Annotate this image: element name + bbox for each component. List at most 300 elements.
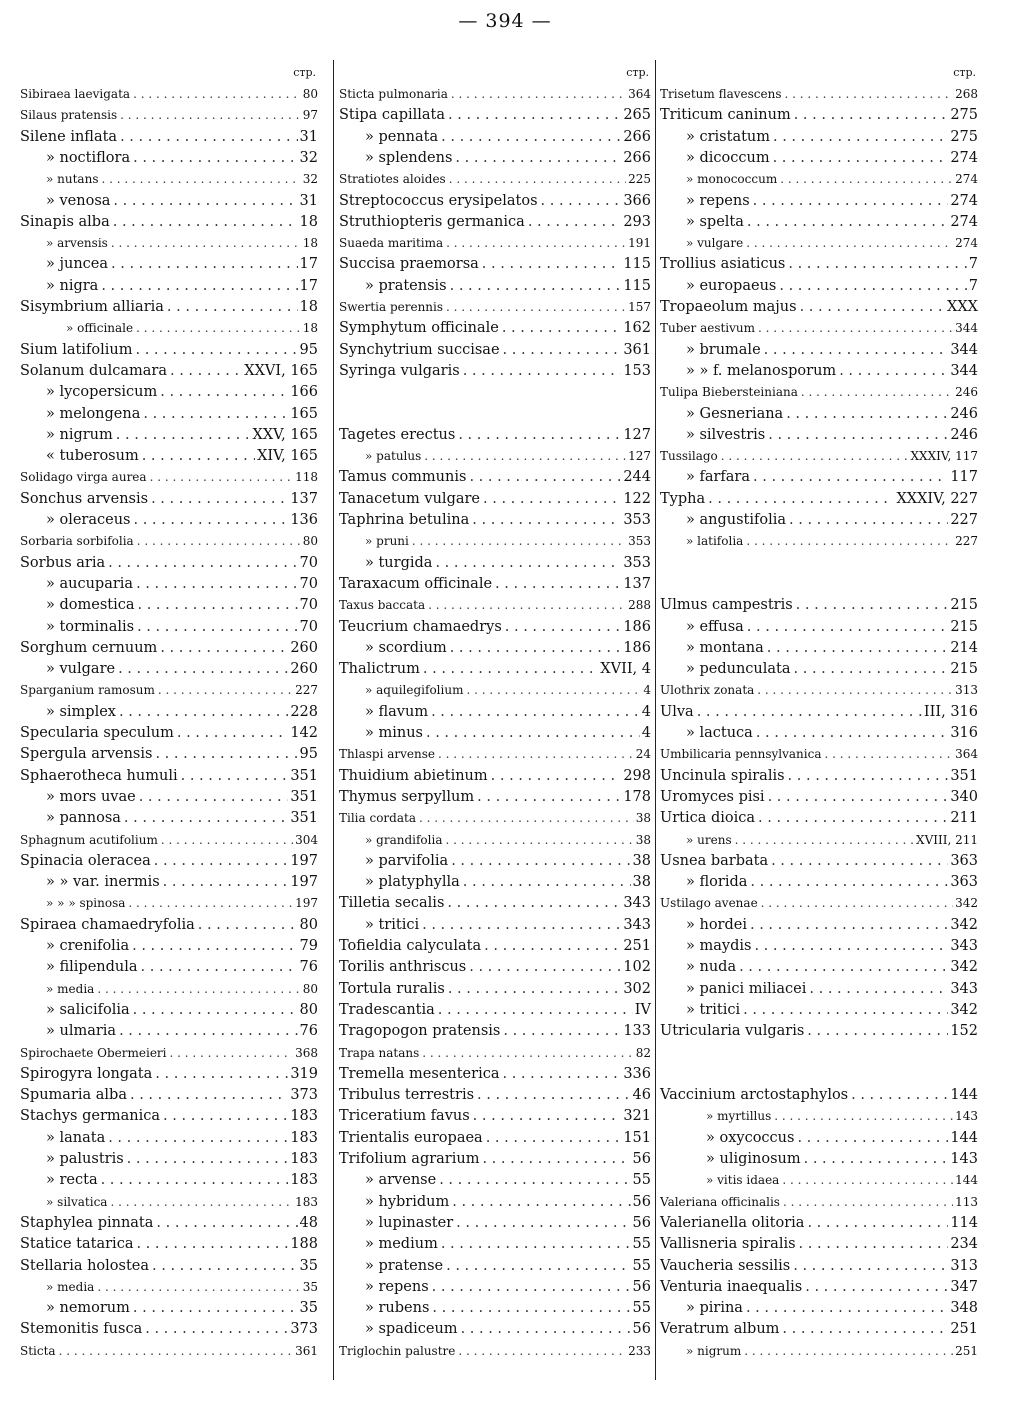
dot-leader (127, 1085, 288, 1105)
entry-name: » dicoccum (686, 149, 770, 166)
index-entry (20, 1192, 318, 1212)
entry-page: 143 (955, 1109, 978, 1124)
index-entry (339, 84, 651, 104)
entry-page: 24 (635, 747, 651, 762)
index-entry (20, 851, 318, 871)
index-entry (660, 1000, 978, 1020)
index-entry (20, 787, 318, 807)
index-entry (339, 297, 651, 317)
index-entry (339, 531, 651, 551)
dot-leader (755, 318, 953, 338)
index-entry (660, 1085, 978, 1105)
entry-page: 321 (623, 1108, 651, 1125)
index-entry (20, 1341, 318, 1361)
entry-page: 18 (299, 213, 318, 230)
index-entry (660, 510, 978, 530)
entry-page: 38 (635, 832, 651, 847)
index-entry (339, 1170, 651, 1190)
entry-page: 373 (290, 1087, 318, 1104)
index-entry (20, 531, 318, 551)
index-entry (339, 851, 651, 871)
entry-name: » pratense (365, 1257, 444, 1274)
dot-leader (801, 1149, 949, 1169)
entry-name: » pruni (365, 534, 409, 549)
dot-leader (751, 936, 948, 956)
index-entry (20, 957, 318, 977)
entry-page: XXXIV, 227 (896, 490, 978, 507)
entry-name: » noctiflora (46, 149, 131, 166)
entry-page: 313 (955, 683, 978, 698)
dot-leader (107, 1192, 293, 1212)
entry-page: 260 (290, 639, 318, 656)
dot-leader (705, 489, 894, 509)
entry-name: » panici miliacei (686, 980, 807, 997)
dot-leader (445, 979, 621, 999)
index-entry (660, 957, 978, 977)
index-entry (660, 191, 978, 211)
dot-leader (147, 467, 294, 487)
index-entry (660, 1021, 978, 1041)
dot-leader (442, 830, 633, 850)
dot-leader (500, 340, 622, 360)
index-entry (20, 169, 318, 189)
entry-name: » pennata (365, 128, 439, 145)
dot-leader (432, 553, 621, 573)
dot-leader (155, 680, 293, 700)
dot-leader (794, 1128, 948, 1148)
entry-name: » cristatum (686, 128, 770, 145)
entry-name: Ustilago avenae (660, 896, 758, 911)
entry-name: Utricularia vulgaris (660, 1023, 805, 1040)
entry-page: 183 (295, 1194, 318, 1209)
index-entry (339, 467, 651, 487)
entry-name: Trisetum flavescens (660, 87, 782, 101)
entry-name: » lactuca (686, 725, 753, 741)
entry-name: Sticta (20, 1343, 56, 1358)
entry-name: Sorbaria sorbifolia (20, 534, 134, 549)
entry-name: » » f. melanosporum (686, 362, 837, 379)
entry-name: » maydis (686, 938, 752, 954)
index-entry (339, 425, 651, 445)
entry-page: 351 (290, 810, 318, 827)
entry-page: 144 (955, 1173, 978, 1188)
dot-leader (779, 1319, 948, 1339)
entry-name: Staphylea pinnata (20, 1214, 154, 1231)
entry-name: » spadiceum (365, 1321, 458, 1338)
entry-page: 55 (632, 1300, 651, 1317)
entry-page: 113 (955, 1194, 978, 1209)
entry-name: Spirogyra longata (20, 1065, 153, 1082)
index-entry (660, 425, 978, 445)
entry-page: 70 (299, 575, 318, 592)
index-entry (660, 617, 978, 637)
entry-name: Tuber aestivum (660, 321, 756, 336)
index-entry (339, 340, 651, 360)
dot-leader (469, 510, 621, 530)
dot-leader (151, 851, 289, 871)
entry-page: 343 (623, 895, 651, 912)
entry-name: Umbilicaria pennsylvanica (660, 747, 822, 762)
entry-page: 35 (299, 1300, 318, 1317)
entry-page: 142 (290, 725, 318, 741)
entry-page: 17 (299, 256, 318, 273)
entry-page: 298 (623, 767, 651, 784)
dot-leader (499, 318, 621, 338)
dot-leader (130, 1298, 298, 1318)
dot-leader (121, 808, 288, 828)
entry-name: Sibiraea laevigata (20, 87, 131, 101)
entry-page: 342 (950, 916, 978, 933)
entry-page: 274 (950, 149, 978, 166)
entry-page: 215 (950, 661, 978, 678)
page-column-header: стр. (953, 66, 976, 79)
index-entry (660, 446, 978, 466)
entry-name: Suaeda maritima (339, 236, 444, 251)
index-entry (339, 191, 651, 211)
entry-name: Tussilago (660, 449, 718, 464)
dot-leader (148, 489, 288, 509)
column-divider (655, 60, 656, 1380)
dot-leader (480, 489, 621, 509)
index-entry (20, 191, 318, 211)
dot-leader (443, 1256, 630, 1276)
index-entry (339, 1064, 651, 1084)
entry-page: 353 (628, 534, 651, 549)
entry-name: Silaus pratensis (20, 108, 118, 123)
dot-leader (474, 1085, 631, 1105)
index-entry (660, 638, 978, 658)
entry-page: 227 (295, 683, 318, 698)
index-entry (339, 233, 651, 253)
dot-leader (458, 1319, 631, 1339)
entry-page: 275 (950, 128, 978, 145)
entry-page: 227 (950, 512, 978, 528)
dot-leader (740, 1000, 948, 1020)
entry-page: 38 (632, 874, 651, 891)
index-entry (660, 169, 978, 189)
index-entry (20, 553, 318, 573)
index-entry (339, 1149, 651, 1169)
entry-name: » juncea (46, 256, 109, 273)
dot-leader (770, 127, 948, 147)
dot-leader (448, 84, 626, 104)
index-entry (660, 680, 978, 700)
dot-leader (452, 148, 621, 168)
index-entry (339, 1319, 651, 1339)
index-entry (339, 936, 651, 956)
entry-page: XXV, 165 (252, 426, 318, 443)
dot-leader (138, 957, 298, 977)
dot-leader (446, 169, 626, 189)
entry-name: » oleraceus (46, 512, 131, 528)
entry-name: » arvense (365, 1172, 437, 1189)
entry-name: Typha (660, 490, 706, 507)
entry-page: 55 (632, 1257, 651, 1274)
entry-name: Urtica dioica (660, 810, 756, 827)
index-entry (339, 1106, 651, 1126)
entry-name: Ulothrix zonata (660, 683, 755, 698)
entry-name: » nigrum (686, 1343, 742, 1358)
entry-name: Veratrum album (660, 1321, 780, 1338)
dot-leader (449, 1192, 630, 1212)
dot-leader (796, 1234, 949, 1254)
entry-name: Trollius asiaticus (660, 256, 786, 273)
entry-page: 127 (628, 449, 651, 464)
dot-leader (153, 1213, 297, 1233)
dot-leader (754, 680, 953, 700)
entry-page: 197 (290, 852, 318, 869)
entry-name: » nigra (46, 277, 99, 294)
entry-page: 342 (950, 1001, 978, 1018)
entry-page: 18 (302, 321, 318, 336)
entry-name: Tagetes erectus (339, 426, 456, 443)
entry-name: » » var. inermis (46, 874, 160, 891)
dot-leader (158, 830, 293, 850)
entry-name: Statice tatarica (20, 1236, 134, 1253)
index-entry (20, 148, 318, 168)
index-entry (660, 1277, 978, 1297)
dot-leader (777, 169, 953, 189)
index-entry (20, 404, 318, 424)
dot-leader (167, 361, 242, 381)
dot-leader (848, 1085, 948, 1105)
entry-name: Uromyces pisi (660, 788, 765, 805)
index-entry (339, 1043, 651, 1063)
entry-name: » palustris (46, 1151, 124, 1167)
entry-name: Valerianella olitoria (660, 1214, 805, 1231)
dot-leader (492, 574, 621, 594)
entry-page: 366 (623, 192, 651, 209)
index-entry (20, 318, 318, 338)
entry-page: 38 (632, 852, 651, 869)
dot-leader (164, 297, 298, 317)
dot-leader (466, 957, 621, 977)
index-entry (339, 127, 651, 147)
dot-leader (460, 872, 631, 892)
index-entry (660, 1128, 978, 1148)
entry-name: » flavum (365, 703, 429, 720)
entry-page: 95 (299, 746, 318, 763)
entry-name: » hybridum (365, 1193, 450, 1210)
entry-name: Tradescantia (339, 1001, 435, 1018)
entry-page: 31 (299, 192, 318, 209)
entry-page: 95 (299, 341, 318, 358)
entry-page: XXVI, 165 (244, 362, 318, 379)
dot-leader (134, 617, 297, 637)
entry-name: » oxycoccus (706, 1129, 795, 1146)
index-entry (20, 233, 318, 253)
entry-page: 215 (950, 597, 978, 614)
entry-page: 304 (295, 832, 318, 847)
entry-name: Vaccinium arctostaphylos (660, 1087, 849, 1104)
index-entry (20, 1213, 318, 1233)
dot-leader (174, 723, 288, 743)
dot-leader (429, 1298, 630, 1318)
dot-leader (105, 553, 297, 573)
index-entry (339, 1021, 651, 1041)
dot-leader (488, 766, 622, 786)
entry-page: 251 (950, 1321, 978, 1338)
dot-leader (785, 254, 966, 274)
entry-name: » pannosa (46, 810, 121, 827)
index-entry (660, 105, 978, 125)
entry-name: Taraxacum officinale (339, 575, 493, 592)
entry-page: 268 (955, 87, 978, 101)
entry-page: XXXIV, 117 (910, 449, 978, 464)
dot-leader (804, 1021, 948, 1041)
entry-page: 183 (290, 1151, 318, 1167)
index-entry (660, 382, 978, 402)
index-entry (339, 830, 651, 850)
entry-name: Sphagnum acutifolium (20, 832, 158, 847)
dot-leader (791, 659, 949, 679)
index-entry (660, 766, 978, 786)
dot-leader (167, 1043, 294, 1063)
entry-name: Synchytrium succisae (339, 341, 500, 358)
entry-page: 76 (299, 959, 318, 976)
entry-name: » salicifolia (46, 1001, 130, 1018)
entry-name: Trapa natans (339, 1045, 420, 1060)
dot-leader (130, 84, 301, 104)
entry-page: 7 (968, 256, 978, 273)
entry-name: » nemorum (46, 1300, 130, 1317)
dot-leader (500, 1021, 621, 1041)
index-entry (339, 1341, 651, 1361)
dot-leader (131, 510, 289, 530)
entry-name: Valeriana officinalis (660, 1194, 780, 1209)
index-entry (660, 702, 978, 722)
index-entry (20, 1064, 318, 1084)
entry-page: 153 (623, 362, 651, 379)
entry-name: » arvensis (46, 236, 108, 251)
entry-name: Tilletia secalis (339, 895, 445, 912)
index-entry (660, 1149, 978, 1169)
entry-name: Stipa capillata (339, 107, 446, 124)
dot-leader (419, 915, 621, 935)
index-entry (660, 489, 978, 509)
entry-page: XVII, 4 (600, 661, 651, 678)
entry-page: 56 (632, 1193, 651, 1210)
entry-page: 151 (623, 1129, 651, 1146)
dot-leader (770, 148, 949, 168)
dot-leader (139, 446, 255, 466)
entry-page: 183 (290, 1108, 318, 1125)
entry-name: » grandifolia (365, 832, 443, 847)
index-entry (20, 254, 318, 274)
entry-name: Sium latifolium (20, 341, 133, 358)
entry-name: Uncinula spiralis (660, 767, 785, 784)
index-entry (339, 489, 651, 509)
entry-name: Tragopogon pratensis (339, 1023, 501, 1040)
dot-leader (447, 638, 622, 658)
dot-leader (783, 404, 948, 424)
index-entry (339, 510, 651, 530)
entry-page: 18 (302, 236, 318, 251)
index-entry (20, 276, 318, 296)
dot-leader (134, 531, 301, 551)
index-entry (20, 1170, 318, 1190)
dot-leader (791, 105, 949, 125)
entry-name: Teucrium chamaedrys (339, 618, 502, 635)
entry-name: » crenifolia (46, 938, 130, 954)
index-entry (20, 84, 318, 104)
dot-leader (743, 1298, 948, 1318)
index-entry (339, 254, 651, 274)
dot-leader (804, 1213, 948, 1233)
index-entry (660, 830, 978, 850)
entry-page: 166 (290, 384, 318, 401)
entry-name: » urens (686, 832, 732, 847)
index-entry (20, 1128, 318, 1148)
index-entry (20, 744, 318, 764)
entry-page: 4 (643, 683, 651, 698)
index-entry (339, 276, 651, 296)
entry-name: Stemonitis fusca (20, 1321, 143, 1338)
entry-page: 80 (299, 916, 318, 933)
index-entry (339, 1277, 651, 1297)
entry-page: 363 (950, 874, 978, 891)
entry-page: 313 (950, 1257, 978, 1274)
index-entry (20, 467, 318, 487)
index-entry (20, 1021, 318, 1041)
dot-leader (448, 851, 630, 871)
dot-leader (460, 361, 622, 381)
entry-name: » latifolia (686, 534, 744, 549)
dot-leader (453, 1213, 630, 1233)
entry-name: » aucuparia (46, 575, 134, 592)
index-entry (660, 318, 978, 338)
index-entry (20, 936, 318, 956)
index-entry (660, 1213, 978, 1233)
dot-leader (806, 979, 948, 999)
entry-name: Tribulus terrestris (339, 1087, 475, 1104)
dot-leader (115, 659, 288, 679)
entry-name: » minus (365, 725, 423, 741)
entry-page: 228 (290, 703, 318, 720)
dot-leader (157, 382, 288, 402)
dot-leader (125, 893, 293, 913)
index-entry (20, 510, 318, 530)
dot-leader (129, 936, 297, 956)
index-column-3 (660, 64, 978, 1374)
entry-page: 35 (299, 1257, 318, 1274)
index-entry (20, 1106, 318, 1126)
entry-page: 343 (623, 916, 651, 933)
dot-leader (416, 808, 634, 828)
index-entry (339, 979, 651, 999)
dot-leader (420, 659, 598, 679)
entry-name: Sticta pulmonaria (339, 87, 448, 101)
dot-leader (743, 233, 953, 253)
entry-page: XVIII, 211 (916, 832, 978, 847)
entry-name: » nigrum (46, 426, 113, 443)
index-entry (20, 1277, 318, 1297)
entry-name: » media (46, 1279, 95, 1294)
index-entry (660, 595, 978, 615)
entry-name: » silvestris (686, 426, 766, 443)
entry-page: 186 (623, 618, 651, 635)
entry-page: 251 (955, 1343, 978, 1358)
dot-leader (133, 574, 297, 594)
index-entry (339, 808, 651, 828)
index-entry (660, 1341, 978, 1361)
entry-name: Ulmus campestris (660, 597, 793, 614)
entry-page: 364 (955, 747, 978, 762)
index-entry (660, 276, 978, 296)
dot-leader (108, 254, 298, 274)
dot-leader (98, 1170, 289, 1190)
entry-name: » Gesneriana (686, 405, 784, 422)
